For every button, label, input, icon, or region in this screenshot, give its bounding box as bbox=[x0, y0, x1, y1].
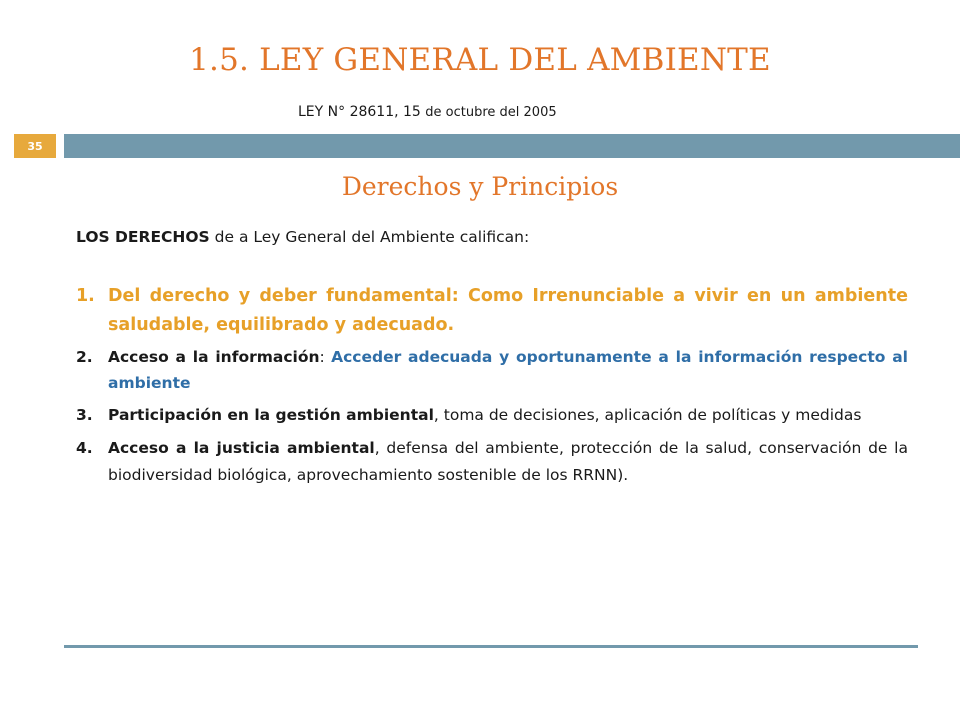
slide-title: 1.5. LEY GENERAL DEL AMBIENTE bbox=[189, 42, 771, 78]
slide-subtitle bbox=[298, 104, 557, 120]
law-number: LEY N° 28611, 15 bbox=[298, 104, 421, 120]
item-description: Acceder adecuada y oportunamente a la información respecto al ambiente bbox=[108, 348, 908, 392]
intro-bold: LOS DERECHOS bbox=[76, 228, 210, 246]
slide-number: 35 bbox=[14, 134, 56, 158]
law-date: de octubre del 2005 bbox=[425, 105, 557, 120]
intro-text bbox=[76, 228, 906, 246]
item-number: 1. bbox=[76, 286, 95, 306]
intro-rest: de a Ley General del Ambiente califican: bbox=[209, 228, 530, 246]
item-number: 3. bbox=[76, 406, 93, 424]
item-number: 4. bbox=[76, 439, 93, 457]
item-description: , toma de decisiones, aplicación de políticas y medidas bbox=[433, 406, 862, 424]
item-separator: : bbox=[319, 348, 332, 366]
item-text: Del derecho y deber fundamental: Como Irrenunciable a vivir en un ambiente saludable, equilibrado y adecuado. bbox=[108, 286, 908, 335]
list-item bbox=[76, 402, 908, 429]
item-term: Acceso a la información bbox=[108, 348, 320, 366]
item-term: Acceso a la justicia ambiental bbox=[108, 439, 375, 457]
header-divider-bar bbox=[64, 134, 960, 158]
footer-divider-line bbox=[64, 645, 918, 648]
item-term: Participación en la gestión ambiental bbox=[108, 406, 434, 424]
section-heading: Derechos y Principios bbox=[341, 172, 619, 201]
item-number: 2. bbox=[76, 348, 93, 366]
list-item bbox=[76, 435, 908, 489]
list-item bbox=[76, 282, 908, 340]
list-item bbox=[76, 344, 908, 396]
item-description: , defensa del ambiente, protección de la salud, conservación de la biodiversidad biológica, aprovechamiento sostenible de los RRNN). bbox=[108, 439, 908, 484]
rights-list bbox=[76, 282, 908, 495]
